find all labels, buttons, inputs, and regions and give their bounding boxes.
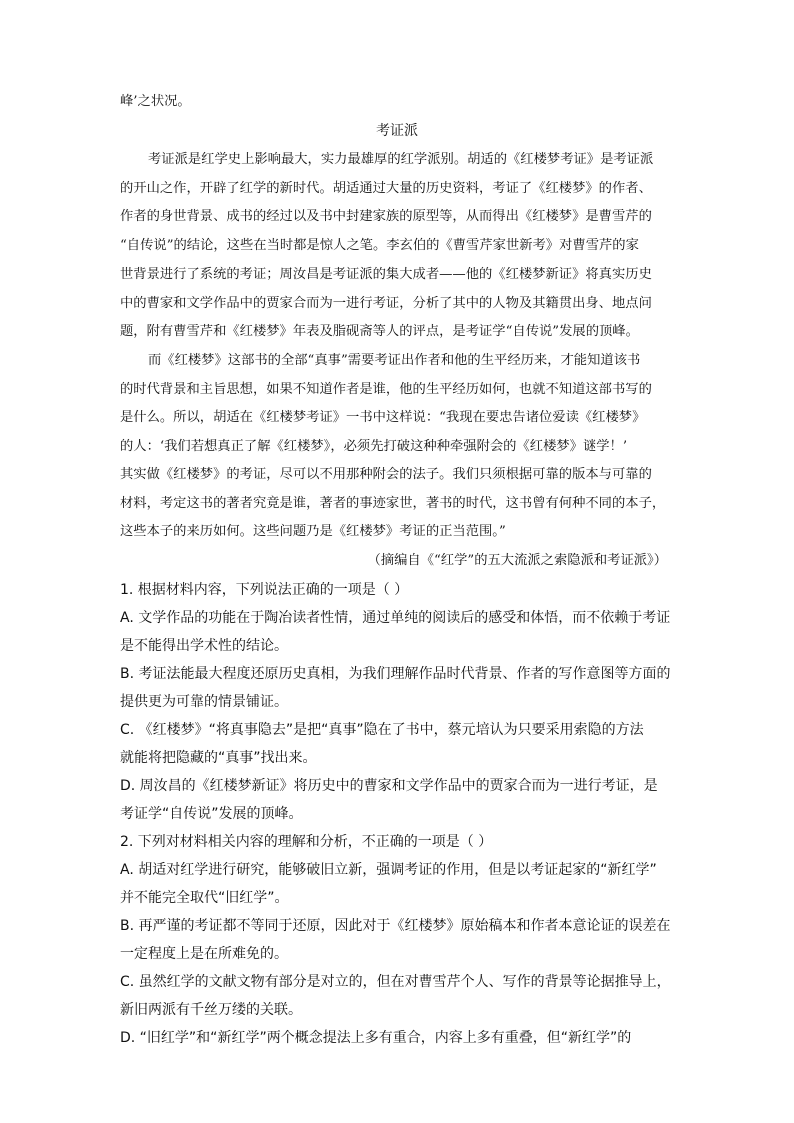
option-b-cont: 提供更为可靠的情景铺证。: [120, 694, 288, 710]
passage-line: “自传说”的结论，这些在当时都是惊人之笔。李玄伯的《曹雪芹家世新考》对曹雪芹的家: [120, 238, 639, 253]
passage-line: 峰’之状况。: [120, 94, 191, 109]
option-a-cont: 是不能得出学术性的结论。: [120, 638, 288, 654]
option-d-cont: 考证学“自传说”发展的顶峰。: [120, 806, 303, 822]
passage-line: 而《红楼梦》这部书的全部“真事”需要考证出作者和他的生平经历来，才能知道该书: [148, 353, 641, 368]
option-c: C. 《红楼梦》“将真事隐去”是把“真事”隐在了书中，蔡元培认为只要采用索隐的方法: [120, 722, 644, 738]
option-a: A. 文学作品的功能在于陶冶读者性情，通过单纯的阅读后的感受和体悟，而不依赖于考证: [120, 610, 671, 626]
passage-line: 题，附有曹雪芹和《红楼梦》年表及脂砚斋等人的评点，是考证学“自传说”发展的顶峰。: [120, 324, 639, 339]
option-c: C. 虽然红学的文献文物有部分是对立的，但在对曹雪芹个人、写作的背景等论据推导上，: [120, 974, 671, 990]
source-citation: （摘编自《“红学”的五大流派之索隐派和考证派》）: [367, 553, 667, 568]
passage-line: 是什么。所以，胡适在《红楼梦考证》一书中这样说：“我现在要忠告诸位爱读《红楼梦》: [120, 410, 646, 425]
option-c-cont: 新旧两派有千丝万缕的关联。: [120, 1002, 302, 1018]
option-c-cont: 就能将把隐藏的“真事”找出来。: [120, 750, 317, 766]
passage-line: 其实做《红楼梦》的考证，尽可以不用那种附会的法子。我们只须根据可靠的版本与可靠的: [120, 467, 652, 482]
option-b-cont: 一定程度上是在所难免的。: [120, 946, 288, 962]
passage-line: 的开山之作，开辟了红学的新时代。胡适通过大量的历史资料，考证了《红楼梦》的作者、: [120, 181, 652, 196]
passage-line: 中的曹家和文学作品中的贾家合而为一进行考证，分析了其中的人物及其籍贯出身、地点问: [120, 296, 652, 311]
passage-line: 世背景进行了系统的考证；周汝昌是考证派的集大成者——他的《红楼梦新证》将真实历史: [120, 267, 652, 282]
option-a: A. 胡适对红学进行研究，能够破旧立新，强调考证的作用，但是以考证起家的“新红学”: [120, 862, 657, 878]
question-stem: 2. 下列对材料相关内容的理解和分析，不正确的一项是（ ）: [120, 834, 493, 850]
passage-line: 这些本子的来历如何。这些问题乃是《红楼梦》考证的正当范围。”: [120, 524, 506, 539]
question-stem: 1. 根据材料内容，下列说法正确的一项是（ ）: [120, 582, 409, 598]
passage-line: 作者的身世背景、成书的经过以及书中封建家族的原型等，从而得出《红楼梦》是曹雪芹的: [120, 209, 652, 224]
option-a-cont: 并不能完全取代“旧红学”。: [120, 890, 289, 906]
option-d: D. 周汝昌的《红楼梦新证》将历史中的曹家和文学作品中的贾家合而为一进行考证，是: [120, 778, 658, 794]
option-b: B. 考证法能最大程度还原历史真相，为我们理解作品时代背景、作者的写作意图等方面的: [120, 666, 671, 682]
passage-line: 考证派是红学史上影响最大，实力最雄厚的红学派别。胡适的《红楼梦考证》是考证派: [148, 152, 654, 167]
passage-line: 的时代背景和主旨思想，如果不知道作者是谁，他的生平经历如何，也就不知道这部书写的: [120, 382, 652, 397]
option-b: B. 再严谨的考证都不等同于还原，因此对于《红楼梦》原始稿本和作者本意论证的误差在: [120, 918, 671, 934]
passage-line: 材料，考定这书的著者究竟是谁，著者的事迹家世，著书的时代，这书曾有何种不同的本子，: [120, 496, 666, 511]
passage-line: 的人：‘我们若想真正了解《红楼梦》，必须先打破这种种牵强附会的《红楼梦》谜学！’: [120, 439, 628, 454]
option-d: D. “旧红学”和“新红学”两个概念提法上多有重合，内容上多有重叠，但“新红学”的: [120, 1030, 632, 1046]
section-title: 考证派: [376, 123, 418, 139]
